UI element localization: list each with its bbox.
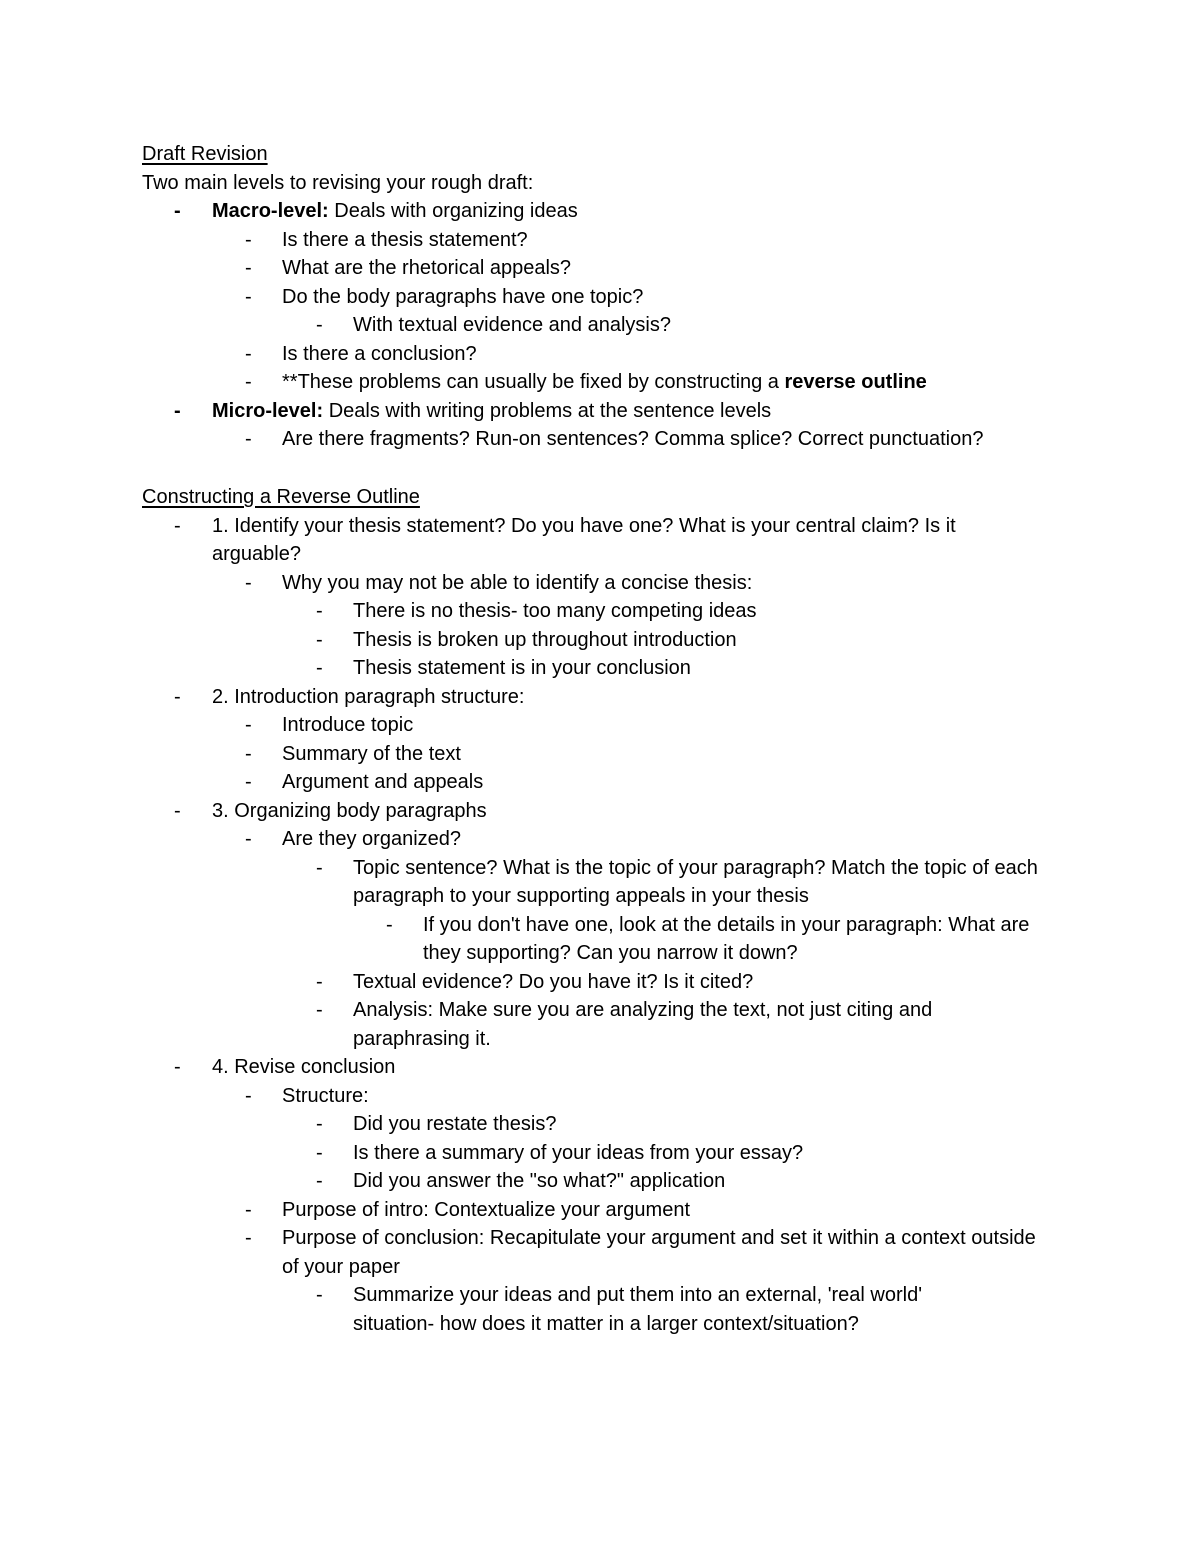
reverse-outline-heading: Constructing a Reverse Outline [142, 486, 420, 508]
step-1-item: - 1. Identify your thesis statement? Do you have one? What is your central claim? Is it arguable? [174, 514, 956, 565]
list-item: - What are the rhetorical appeals? [245, 257, 572, 279]
list-item: - Do the body paragraphs have one topic? [245, 285, 644, 308]
list-item: - Why you may not be able to identify a concise thesis: [245, 571, 753, 594]
micro-level-text: Deals with writing problems at the sentence levels [323, 399, 772, 422]
step-3-item: - 3. Organizing body paragraphs [174, 799, 487, 822]
list-item: - Did you answer the "so what?" application [316, 1170, 726, 1192]
draft-revision-intro: Two main levels to revising your rough draft: [142, 171, 534, 194]
list-item: - Topic sentence? What is the topic of your paragraph? Match the topic of each paragraph to your supporting appeals in your thesis [316, 856, 1038, 907]
list-item: - There is no thesis- too many competing ideas [316, 600, 757, 622]
list-item: - Is there a thesis statement? [245, 228, 528, 251]
list-item: - Are there fragments? Run-on sentences? Comma splice? Correct punctuation? [245, 428, 984, 450]
draft-revision-heading: Draft Revision [142, 143, 268, 165]
macro-level-text: Deals with organizing ideas [328, 200, 578, 222]
list-item: - Purpose of conclusion: Recapitulate your argument and set it within a context outside of your paper [245, 1227, 1036, 1278]
list-item: - Structure: [245, 1084, 369, 1107]
reverse-outline-section [142, 483, 1062, 1338]
list-item: - With textual evidence and analysis? [316, 314, 671, 336]
list-item: - Purpose of intro: Contextualize your argument [245, 1198, 690, 1221]
list-item: - Is there a conclusion? [245, 342, 477, 365]
step-2-item: - 2. Introduction paragraph structure: [174, 685, 525, 708]
reverse-outline-term: reverse outline [784, 371, 927, 393]
draft-revision-section [142, 140, 1062, 454]
list-item: - Are they organized? [245, 828, 462, 850]
list-item: - Summary of the text [245, 742, 461, 765]
reverse-outline-note: - **These problems can usually be fixed by constructing a reverse outline [245, 371, 927, 393]
list-item: - Summarize your ideas and put them into an external, 'real world' situation- how does it matter in a larger context/situation? [316, 1284, 923, 1335]
list-item: - Textual evidence? Do you have it? Is it cited? [316, 970, 754, 993]
macro-level-item: - Macro-level: Deals with organizing ideas [174, 200, 578, 222]
list-item: - Argument and appeals [245, 771, 484, 793]
micro-level-item: - Micro-level: Deals with writing problems at the sentence levels [174, 399, 772, 422]
list-item: - Thesis is broken up throughout introduction [316, 628, 737, 651]
list-item: - Did you restate thesis? [316, 1113, 557, 1135]
list-item: - Thesis statement is in your conclusion [316, 657, 691, 679]
list-item: - Analysis: Make sure you are analyzing the text, not just citing and paraphrasing it. [316, 999, 933, 1050]
list-item: - If you don't have one, look at the details in your paragraph: What are they supporting? Can you narrow it down? [386, 913, 1030, 964]
macro-level-label: Macro-level: [212, 200, 329, 222]
step-4-item: - 4. Revise conclusion [174, 1056, 396, 1078]
list-item: - Introduce topic [245, 714, 414, 736]
micro-level-label: Micro-level: [212, 399, 324, 422]
list-item: - Is there a summary of your ideas from your essay? [316, 1141, 804, 1164]
